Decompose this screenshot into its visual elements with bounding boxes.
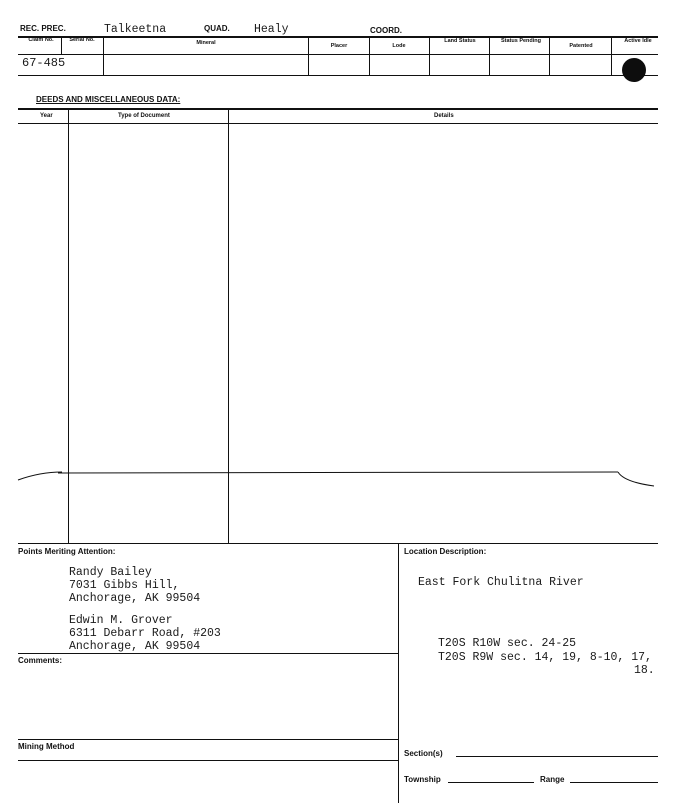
col-lode: Lode — [392, 43, 406, 49]
coord-label: COORD. — [370, 26, 402, 35]
quad-label: QUAD. — [204, 24, 230, 33]
comments-top-rule — [18, 653, 398, 654]
comments-label: Comments: — [18, 656, 63, 665]
claim-col-divider — [429, 38, 430, 76]
deeds-header-rule — [18, 123, 658, 124]
claim-header-rule — [18, 54, 658, 55]
claim-col-divider — [549, 38, 550, 76]
contact-address-line: Anchorage, AK 99504 — [69, 592, 201, 605]
header-rule — [18, 36, 658, 38]
contact-address-line: Anchorage, AK 99504 — [69, 640, 201, 653]
legal-description-line: T20S R10W sec. 24-25 — [438, 637, 577, 650]
col-mineral: Mineral — [196, 40, 216, 46]
mining-top-rule — [18, 739, 398, 740]
legal-description-line: T20S R9W sec. 14, 19, 8-10, 17, — [438, 651, 652, 664]
claim-col-divider — [369, 38, 370, 76]
township-fill-line — [448, 782, 534, 783]
claim-col-divider — [61, 38, 62, 55]
location-description: East Fork Chulitna River — [418, 576, 584, 589]
deeds-title: DEEDS AND MISCELLANEOUS DATA: — [36, 95, 181, 104]
deeds-col-year: Year — [40, 113, 53, 119]
lower-vertical-divider — [398, 543, 399, 803]
claim-col-divider — [103, 38, 104, 76]
deeds-col-details: Details — [434, 113, 454, 119]
contact-address-line: 7031 Gibbs Hill, — [69, 579, 180, 592]
mining-bottom-rule — [18, 760, 398, 761]
points-label: Points Meriting Attention: — [18, 547, 116, 556]
col-claim-no: Claim No. — [28, 37, 54, 43]
claim-bottom-rule — [18, 75, 658, 76]
sections-fill-line — [456, 756, 658, 757]
col-patented: Patented — [569, 43, 593, 49]
deeds-bottom-rule — [18, 543, 658, 544]
contact-name: Edwin M. Grover — [69, 614, 173, 627]
mining-method-label: Mining Method — [18, 742, 75, 751]
rec-prec-value: Talkeetna — [104, 23, 167, 36]
township-label: Township — [404, 775, 441, 784]
range-label: Range — [540, 775, 565, 784]
col-status-pending: Status Pending — [500, 38, 542, 44]
claim-col-divider — [489, 38, 490, 76]
contact-name: Randy Bailey — [69, 566, 152, 579]
range-fill-line — [570, 782, 658, 783]
legal-description-line: 18. — [634, 664, 655, 677]
deeds-col-type: Type of Document — [118, 113, 170, 119]
contact-block — [69, 566, 200, 605]
deeds-top-rule — [18, 108, 658, 110]
col-placer: Placer — [330, 43, 348, 49]
contact-block — [69, 614, 221, 653]
col-active-idle: Active Idle — [624, 38, 652, 44]
active-idle-mark — [622, 58, 646, 82]
col-serial-no: Serial No. — [69, 37, 95, 43]
col-land-status: Land Status — [444, 38, 476, 44]
claim-col-divider — [611, 38, 612, 76]
sections-label: Section(s) — [404, 749, 443, 758]
quad-value: Healy — [254, 23, 289, 36]
claim-no-value: 67-485 — [22, 56, 66, 70]
location-label: Location Description: — [404, 547, 487, 556]
contact-address-line: 6311 Debarr Road, #203 — [69, 627, 221, 640]
rec-prec-label: REC. PREC. — [20, 24, 66, 33]
claim-col-divider — [308, 38, 309, 76]
sheet-join-line — [0, 466, 678, 492]
